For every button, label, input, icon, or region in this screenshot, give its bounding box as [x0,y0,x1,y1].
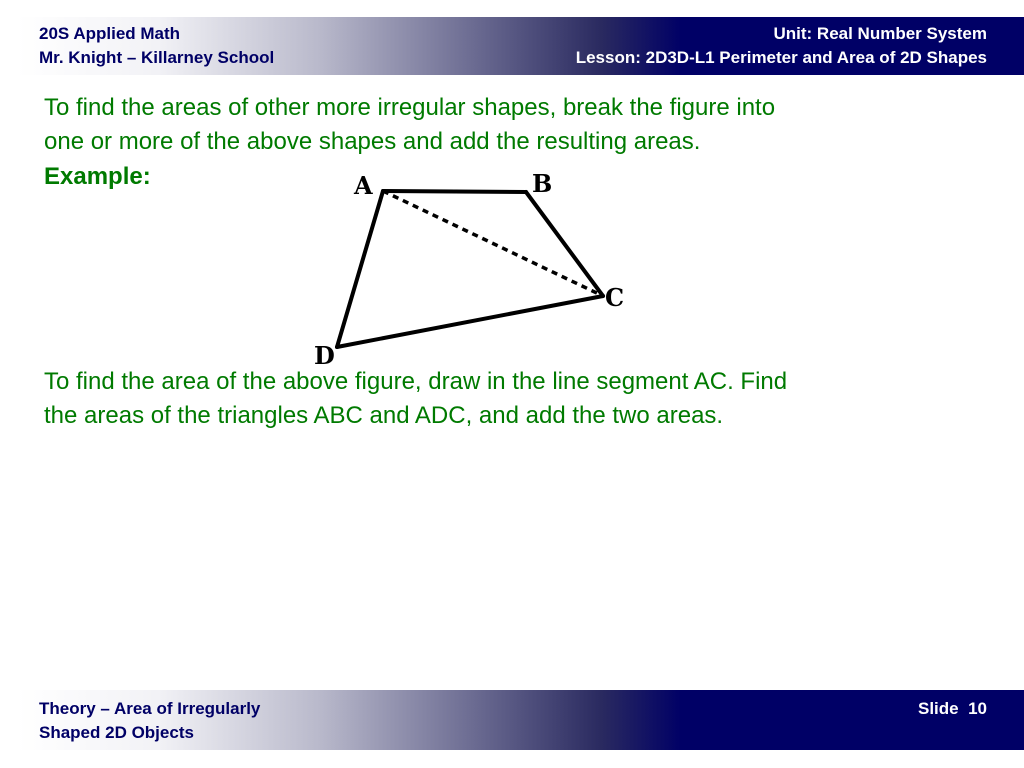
vertex-label-b: B [532,169,553,198]
vertex-label-c: C [605,283,625,312]
explain-line-2: the areas of the triangles ABC and ADC, and add the two areas. [44,402,724,429]
side-da [337,191,383,347]
side-cd [337,296,603,347]
topic-line-1: Theory – Area of Irregularly [39,699,261,718]
slide-label: Slide [918,699,959,718]
explanation-paragraph [44,365,944,433]
course-title: 20S Applied Math [39,24,181,43]
explain-line-1: To find the area of the above figure, draw in the line segment AC. Find [44,368,788,395]
footer-bar [17,690,1024,750]
intro-paragraph [44,91,944,159]
vertex-label-d: D [314,341,335,370]
slide-counter [918,697,987,721]
intro-line-2: one or more of the above shapes and add the resulting areas. [44,128,701,155]
header-bar [17,17,1024,75]
header-left [39,22,274,70]
lesson-title: Lesson: 2D3D-L1 Perimeter and Area of 2D Shapes [575,48,987,67]
diagonal-ac [383,191,603,296]
slide-number: 10 [968,699,987,718]
example-label: Example: [44,163,151,190]
footer-topic [39,697,260,745]
teacher-school: Mr. Knight – Killarney School [39,48,275,67]
topic-line-2: Shaped 2D Objects [39,723,194,742]
intro-line-1: To find the areas of other more irregular shapes, break the figure into [44,94,776,121]
quadrilateral-figure [300,160,650,370]
header-right [576,22,987,70]
side-bc [526,192,603,296]
unit-title: Unit: Real Number System [773,24,987,43]
side-ab [383,191,526,192]
vertex-label-a: A [354,171,373,200]
